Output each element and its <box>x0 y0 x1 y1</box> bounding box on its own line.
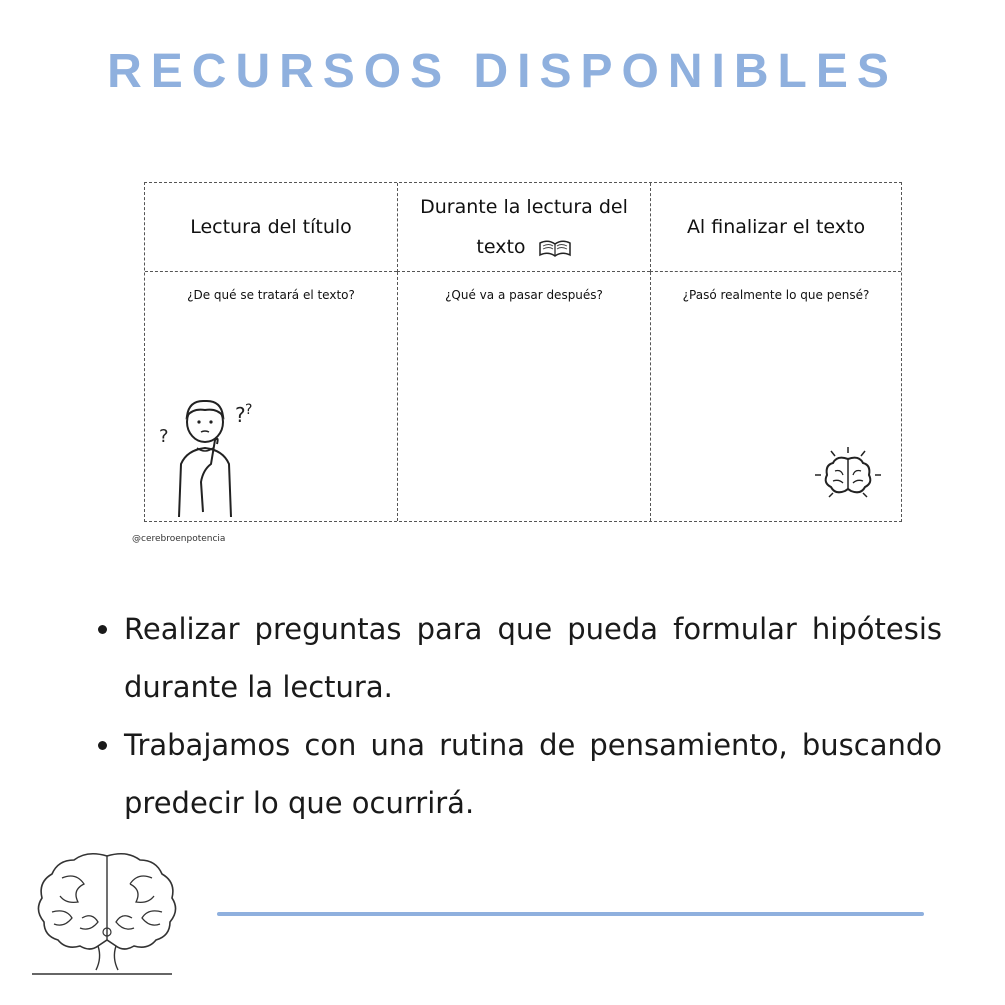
bullet-dot-icon <box>98 625 107 634</box>
brain-icon <box>813 445 883 505</box>
svg-text:?: ? <box>235 403 246 427</box>
bullet-list <box>92 600 942 832</box>
credit-handle: @cerebroenpotencia <box>132 534 226 544</box>
brain-outline-icon <box>32 848 182 978</box>
list-item <box>92 600 942 716</box>
thinking-boy-icon <box>157 392 267 522</box>
column-question: ¿De qué se tratará el texto? <box>187 288 355 302</box>
column-heading-line1: Durante la lectura del <box>420 196 628 218</box>
svg-text:?: ? <box>245 402 253 418</box>
divider-line <box>217 912 924 916</box>
svg-text:?: ? <box>159 426 169 447</box>
column-heading: Al finalizar el texto <box>686 216 866 238</box>
worksheet-table <box>144 182 902 522</box>
column-question: ¿Pasó realmente lo que pensé? <box>682 288 870 302</box>
column-header-after-reading <box>650 183 901 272</box>
answer-cell-title <box>145 272 397 521</box>
column-heading-line2: texto <box>476 236 526 258</box>
bullet-text: Trabajamos con una rutina de pensamiento, buscando predecir lo que ocurrirá. <box>124 728 942 820</box>
page-title: RECURSOS DISPONIBLES <box>107 45 898 98</box>
bullet-dot-icon <box>98 741 107 750</box>
column-question: ¿Qué va a pasar después? <box>445 288 603 302</box>
answer-cell-after <box>650 272 901 521</box>
column-heading: Lectura del título <box>190 216 352 238</box>
answer-cell-during <box>397 272 650 521</box>
column-header-title-reading <box>145 183 397 272</box>
open-book-icon <box>538 237 572 259</box>
list-item <box>92 716 942 832</box>
bullet-text: Realizar preguntas para que pueda formular hipótesis durante la lectura. <box>124 612 942 704</box>
column-header-during-reading <box>397 183 650 272</box>
